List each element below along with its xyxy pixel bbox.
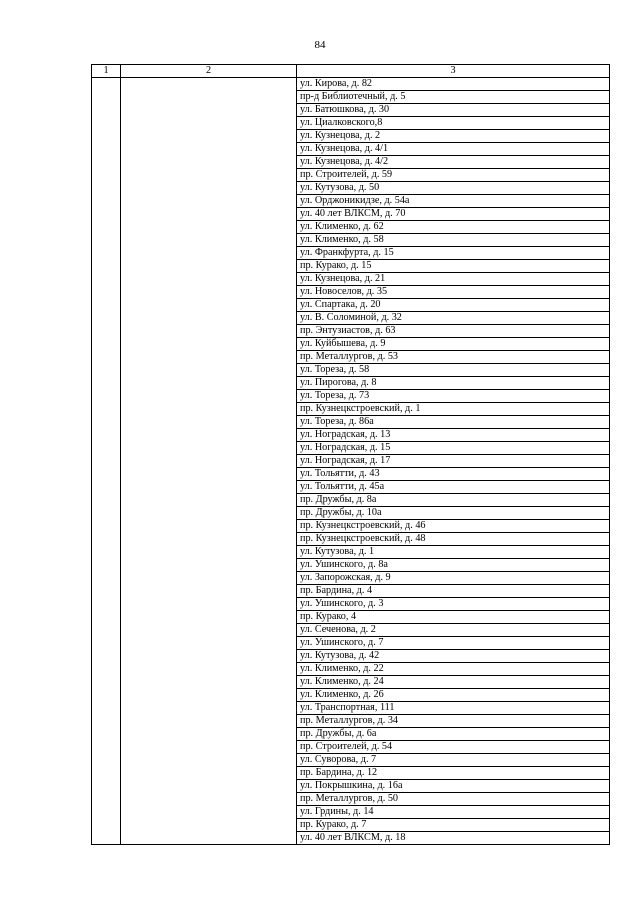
address-cell: ул. Ушинского, д. 8а [297,559,610,572]
address-cell: ул. Сеченова, д. 2 [297,624,610,637]
address-cell: ул. Тольятти, д. 43 [297,468,610,481]
address-cell: пр. Дружбы, д. 10а [297,507,610,520]
address-cell: ул. Ноградская, д. 13 [297,429,610,442]
page-number: 84 [314,39,326,51]
address-cell: ул. Грдины, д. 14 [297,806,610,819]
address-cell: ул. Кузнецова, д. 4/1 [297,143,610,156]
address-cell: ул. Циалковского,8 [297,117,610,130]
address-cell: ул. Клименко, д. 58 [297,234,610,247]
address-cell: пр. Курако, 4 [297,611,610,624]
column-header-3: 3 [297,65,610,78]
address-cell: ул. Ноградская, д. 17 [297,455,610,468]
address-cell: ул. Франкфурта, д. 15 [297,247,610,260]
address-cell: ул. Кирова, д. 82 [297,78,610,91]
table-body [92,78,610,845]
address-cell: ул. Пирогова, д. 8 [297,377,610,390]
address-cell: пр. Металлургов, д. 50 [297,793,610,806]
address-cell: ул. Новоселов, д. 35 [297,286,610,299]
table-header-row [92,65,610,78]
address-cell: ул. Транспортная, 111 [297,702,610,715]
address-cell: ул. Клименко, д. 26 [297,689,610,702]
address-cell: ул. Суворова, д. 7 [297,754,610,767]
address-cell: ул. Кутузова, д. 42 [297,650,610,663]
address-cell: ул. 40 лет ВЛКСМ, д. 18 [297,832,610,845]
address-cell: ул. Куйбышева, д. 9 [297,338,610,351]
address-cell: ул. Орджоникидзе, д. 54а [297,195,610,208]
address-cell: ул. Тореза, д. 73 [297,390,610,403]
address-cell: ул. 40 лет ВЛКСМ, д. 70 [297,208,610,221]
address-cell: пр. Дружбы, д. 6а [297,728,610,741]
address-cell: ул. Покрышкина, д. 16а [297,780,610,793]
address-table [91,64,610,845]
address-cell: пр. Металлургов, д. 53 [297,351,610,364]
table-row [92,78,610,91]
address-cell: пр. Кузнецкстроевский, д. 1 [297,403,610,416]
address-cell: пр. Строителей, д. 54 [297,741,610,754]
address-cell: ул. Тореза, д. 86а [297,416,610,429]
address-cell: ул. В. Соломиной, д. 32 [297,312,610,325]
address-cell: ул. Кузнецова, д. 2 [297,130,610,143]
address-cell: пр. Бардина, д. 12 [297,767,610,780]
address-cell: ул. Батюшкова, д. 30 [297,104,610,117]
address-cell: пр. Бардина, д. 4 [297,585,610,598]
column-header-2: 2 [121,65,297,78]
address-cell: ул. Ушинского, д. 3 [297,598,610,611]
address-cell: ул. Запорожская, д. 9 [297,572,610,585]
address-cell: ул. Тореза, д. 58 [297,364,610,377]
address-cell: пр-д Библиотечный, д. 5 [297,91,610,104]
address-cell: ул. Кутузова, д. 1 [297,546,610,559]
address-cell: пр. Металлургов, д. 34 [297,715,610,728]
address-cell: пр. Курако, д. 15 [297,260,610,273]
address-cell: пр. Строителей, д. 59 [297,169,610,182]
column-2-cell [121,78,297,845]
address-cell: ул. Ушинского, д. 7 [297,637,610,650]
address-cell: ул. Клименко, д. 22 [297,663,610,676]
address-cell: пр. Дружбы, д. 8а [297,494,610,507]
column-header-1: 1 [92,65,121,78]
address-cell: ул. Кузнецова, д. 21 [297,273,610,286]
address-cell: ул. Клименко, д. 24 [297,676,610,689]
column-1-cell [92,78,121,845]
address-cell: ул. Тольятти, д. 45а [297,481,610,494]
address-cell: пр. Курако, д. 7 [297,819,610,832]
address-cell: ул. Спартака, д. 20 [297,299,610,312]
address-cell: пр. Кузнецкстроевский, д. 46 [297,520,610,533]
address-cell: ул. Ноградская, д. 15 [297,442,610,455]
address-cell: ул. Кутузова, д. 50 [297,182,610,195]
address-cell: ул. Клименко, д. 62 [297,221,610,234]
address-cell: ул. Кузнецова, д. 4/2 [297,156,610,169]
address-cell: пр. Энтузиастов, д. 63 [297,325,610,338]
address-cell: пр. Кузнецкстроевский, д. 48 [297,533,610,546]
